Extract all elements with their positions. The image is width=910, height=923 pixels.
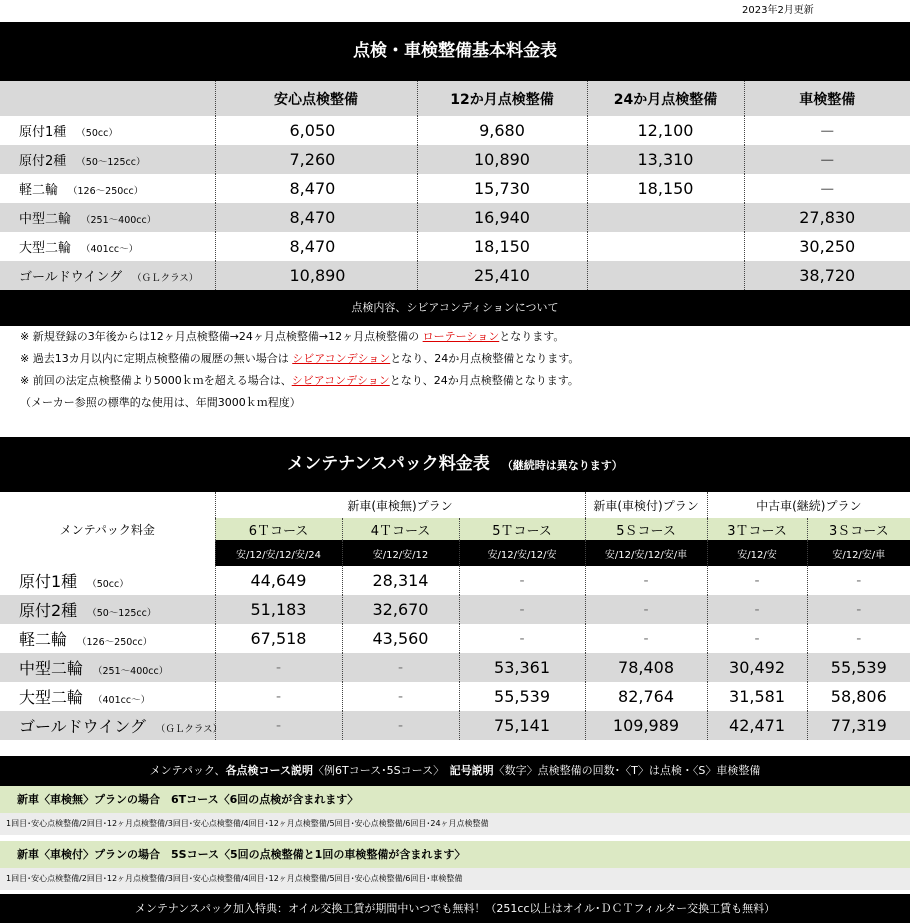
pack-fee-cell: 31,581 [707, 682, 807, 711]
course-5s: 5Ｓコース [585, 518, 707, 540]
pack-fee-cell: 42,471 [707, 711, 807, 740]
update-date: 2023年2月更新 [742, 5, 814, 16]
pack-fee-cell: - [807, 595, 910, 624]
pack-fee-cell: 77,319 [807, 711, 910, 740]
pack-fee-row [0, 682, 910, 711]
pack-fee-cell: - [707, 566, 807, 595]
vehicle-class [0, 711, 223, 740]
note-3: ※ 前回の法定点検整備より5000ｋｍを超える場合は、シビアコンデションとなり、24か月点検整備となります。 [20, 374, 579, 387]
course-6t: 6Ｔコース [215, 518, 342, 540]
pack-fee-row [0, 566, 910, 595]
code-3t: 安/12/安 [707, 540, 807, 566]
fee-cell: 8,470 [215, 174, 417, 203]
note-1: ※ 新規登録の3年後からは12ヶ月点検整備→24ヶ月点検整備→12ヶ月点検整備の ローテーションとなります。 [20, 330, 565, 343]
code-3s: 安/12/安/車 [807, 540, 910, 566]
pack-fee-cell: - [342, 682, 459, 711]
vehicle-cc: （251～400cc） [81, 215, 157, 226]
vehicle-cc: （126～250cc） [77, 637, 153, 648]
pack-fee-row [0, 595, 910, 624]
pack-fee-cell: - [215, 711, 342, 740]
basic-fee-row [0, 116, 910, 145]
rotation-link[interactable]: ローテーション [422, 330, 500, 343]
vehicle-class [0, 232, 215, 261]
vehicle-cc: （50～125cc） [87, 608, 157, 619]
pack-fee-cell: - [707, 595, 807, 624]
fee-cell: 27,830 [744, 203, 910, 232]
pack-fee-row [0, 653, 910, 682]
condition-link-bar[interactable]: 点検内容、シビアコンディションについて [0, 290, 910, 326]
course-3t: 3Ｔコース [707, 518, 807, 540]
note-2: ※ 過去13カ月以内に定期点検整備の履歴の無い場合は シビアコンデションとなり、24か月点検整備となります。 [20, 352, 580, 365]
pack-fee-row [0, 624, 910, 653]
pack-fee-cell: - [585, 624, 707, 653]
vehicle-class [0, 624, 215, 653]
maintenance-pack-title: メンテナンスパック料金表 （継続時は異なります） [0, 437, 910, 492]
fee-cell: 8,470 [215, 203, 417, 232]
vehicle-class [0, 566, 215, 595]
fee-cell: 38,720 [744, 261, 910, 290]
vehicle-name: 軽二輪 [19, 183, 59, 198]
vehicle-cc: （ＧＬクラス） [155, 724, 223, 735]
fee-cell: 30,250 [744, 232, 910, 261]
vehicle-cc: （401cc～） [93, 695, 151, 706]
header-24month: 24か月点検整備 [587, 81, 744, 116]
pack-fee-cell: 32,670 [342, 595, 459, 624]
vehicle-cc: （251～400cc） [93, 666, 169, 677]
plan-new-with-shaken: 新車(車検付)プラン [585, 492, 707, 518]
vehicle-name: 原付2種 [19, 154, 67, 169]
note-4: （メーカー参照の標準的な使用は、年間3000ｋｍ程度） [20, 396, 301, 409]
pack-fee-cell: 82,764 [585, 682, 707, 711]
pack-fee-cell: - [807, 624, 910, 653]
plan2-detail: 1回目･安心点検整備/2回目･12ヶ月点検整備/3回目･安心点検整備/4回目･12ヶ月点検整備/5回目･安心点検整備/6回目･車検整備 [0, 868, 910, 890]
fee-cell: 13,310 [587, 145, 744, 174]
vehicle-name: 原付2種 [19, 601, 78, 620]
fee-cell: 7,260 [215, 145, 417, 174]
course-5t: 5Ｔコース [459, 518, 585, 540]
plan1-detail: 1回目･安心点検整備/2回目･12ヶ月点検整備/3回目･安心点検整備/4回目･12ヶ月点検整備/5回目･安心点検整備/6回目･24ヶ月点検整備 [0, 813, 910, 835]
plan2-heading: 新車〈車検付〉プランの場合 5Sコース〈5回の点検整備と1回の車検整備が含まれます〉 [0, 841, 910, 868]
vehicle-cc: （401cc～） [81, 244, 139, 255]
plan1-heading: 新車〈車検無〉プランの場合 6Tコース〈6回の点検が含まれます〉 [0, 786, 910, 813]
vehicle-name: 原付1種 [19, 572, 78, 591]
plan-new-no-shaken: 新車(車検無)プラン [215, 492, 585, 518]
fee-cell [587, 232, 744, 261]
header-blank [0, 81, 215, 116]
maintenance-pack-subtitle: （継続時は異なります） [501, 459, 623, 472]
vehicle-class [0, 653, 215, 682]
fee-cell: － [744, 116, 910, 145]
vehicle-cc: （126～250cc） [68, 186, 144, 197]
pack-fee-cell: 55,539 [459, 682, 585, 711]
fee-cell: 25,410 [417, 261, 587, 290]
basic-fee-row [0, 232, 910, 261]
pack-fee-cell: 67,518 [215, 624, 342, 653]
fee-cell [587, 203, 744, 232]
header-12month: 12か月点検整備 [417, 81, 587, 116]
fee-cell: 10,890 [215, 261, 417, 290]
course-3s: 3Ｓコース [807, 518, 910, 540]
fee-cell: 10,890 [417, 145, 587, 174]
maintenance-pack-table [0, 492, 910, 740]
pack-fee-cell: - [342, 653, 459, 682]
severe-condition-link[interactable]: シビアコンデション [292, 352, 391, 365]
vehicle-name: 原付1種 [19, 125, 67, 140]
pack-fee-cell: - [807, 566, 910, 595]
pack-fee-cell: 44,649 [215, 566, 342, 595]
fee-cell: － [744, 145, 910, 174]
notes [0, 326, 910, 414]
basic-fee-row [0, 174, 910, 203]
code-5t: 安/12/安/12/安 [459, 540, 585, 566]
pack-fee-cell: 28,314 [342, 566, 459, 595]
vehicle-name: 軽二輪 [19, 630, 68, 649]
pack-fee-cell: - [707, 624, 807, 653]
vehicle-class [0, 116, 215, 145]
fee-cell: 18,150 [417, 232, 587, 261]
basic-fee-table [0, 81, 910, 290]
pack-fee-cell: 58,806 [807, 682, 910, 711]
fee-cell: － [744, 174, 910, 203]
pack-fee-cell: - [342, 711, 459, 740]
header-shaken: 車検整備 [744, 81, 910, 116]
vehicle-class [0, 145, 215, 174]
fee-cell: 16,940 [417, 203, 587, 232]
vehicle-cc: （50～125cc） [76, 157, 146, 168]
pack-fee-cell: 30,492 [707, 653, 807, 682]
code-5s: 安/12/安/12/安/車 [585, 540, 707, 566]
plan-header-row [0, 492, 910, 518]
header-anshin: 安心点検整備 [215, 81, 417, 116]
fee-cell: 8,470 [215, 232, 417, 261]
pack-fee-cell: - [459, 595, 585, 624]
plan-used-continue: 中古車(継続)プラン [707, 492, 910, 518]
basic-fee-header [0, 81, 910, 116]
vehicle-name: 大型二輪 [19, 241, 72, 256]
pack-fee-cell: 55,539 [807, 653, 910, 682]
fee-cell: 12,100 [587, 116, 744, 145]
pack-fee-cell: - [585, 566, 707, 595]
pack-fee-cell: 78,408 [585, 653, 707, 682]
vehicle-cc: （50cc） [76, 128, 118, 139]
pack-fee-cell: - [215, 653, 342, 682]
vehicle-cc: （50cc） [87, 579, 129, 590]
severe-condition-link[interactable]: シビアコンデション [291, 374, 390, 387]
pack-fee-cell: 109,989 [585, 711, 707, 740]
fee-cell: 18,150 [587, 174, 744, 203]
fee-cell: 9,680 [417, 116, 587, 145]
code-6t: 安/12/安/12/安/24 [215, 540, 342, 566]
pack-fee-cell: 43,560 [342, 624, 459, 653]
vehicle-cc: （ＧＬクラス） [132, 273, 199, 284]
basic-fee-row [0, 203, 910, 232]
vehicle-class [0, 203, 215, 232]
pack-benefit-footer: メンテナンスパック加入特典：オイル交換工賃が期間中いつでも無料！（251cc以上はオイル･ＤＣＴフィルター交換工賃も無料） [0, 894, 910, 923]
fee-cell: 6,050 [215, 116, 417, 145]
pack-fee-cell: 75,141 [459, 711, 585, 740]
pack-fee-cell: 51,183 [215, 595, 342, 624]
pack-fee-cell: - [459, 566, 585, 595]
vehicle-name: ゴールドウイング [19, 270, 123, 285]
vehicle-class [0, 682, 215, 711]
vehicle-class [0, 174, 215, 203]
pack-fee-label: メンテパック料金 [0, 492, 215, 566]
pack-fee-cell: - [215, 682, 342, 711]
vehicle-name: 大型二輪 [19, 688, 84, 707]
vehicle-name: 中型二輪 [19, 659, 84, 678]
basic-fee-row [0, 261, 910, 290]
pack-fee-row [0, 711, 910, 740]
pack-fee-cell: - [459, 624, 585, 653]
pack-fee-cell: - [585, 595, 707, 624]
fee-cell [587, 261, 744, 290]
basic-fee-title: 点検・車検整備基本料金表 [0, 22, 910, 81]
basic-fee-row [0, 145, 910, 174]
fee-cell: 15,730 [417, 174, 587, 203]
course-explanation-bar: メンテパック、各点検コース説明〈例6Tコース･5Sコース〉 記号説明〈数字〉点検整備の回数･〈T〉は点検・〈S〉車検整備 [0, 756, 910, 786]
vehicle-name: ゴールドウイング [19, 717, 146, 736]
vehicle-name: 中型二輪 [19, 212, 72, 227]
code-4t: 安/12/安/12 [342, 540, 459, 566]
vehicle-class [0, 595, 215, 624]
course-4t: 4Ｔコース [342, 518, 459, 540]
vehicle-class [0, 261, 215, 290]
pack-fee-cell: 53,361 [459, 653, 585, 682]
